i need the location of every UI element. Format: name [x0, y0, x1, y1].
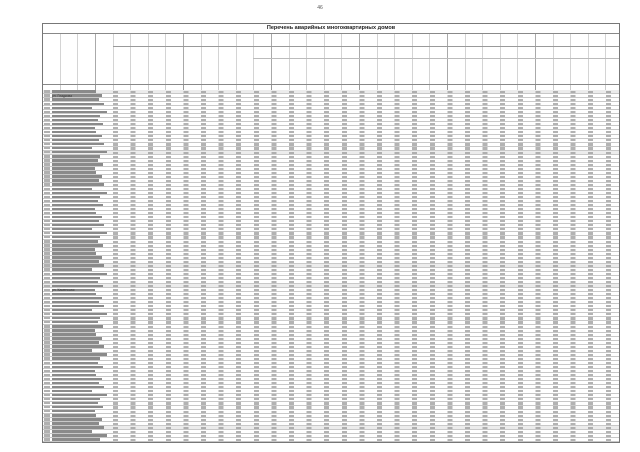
- address-cell: [52, 426, 104, 428]
- row-index-cell: [44, 188, 50, 190]
- row-index-cell: [44, 406, 50, 408]
- value-cells: [113, 439, 617, 441]
- address-cell: [52, 317, 100, 319]
- value-cells: [113, 184, 617, 186]
- row-index-cell: [44, 297, 50, 299]
- address-cell: [52, 123, 103, 125]
- value-cells: [113, 99, 617, 101]
- row-index-cell: [44, 321, 50, 323]
- value-cells: [113, 297, 617, 299]
- value-cells: [113, 261, 617, 263]
- row-index-cell: [44, 135, 50, 137]
- address-cell: [52, 188, 92, 190]
- value-cells: [113, 277, 617, 279]
- address-cell: [52, 248, 95, 250]
- value-cells: [113, 95, 617, 97]
- row-index-cell: [44, 317, 50, 319]
- value-cells: [113, 196, 617, 198]
- address-cell: [52, 313, 107, 315]
- row-index-cell: [44, 390, 50, 392]
- value-cells: [113, 317, 617, 319]
- address-cell: [52, 293, 96, 295]
- address-cell: [52, 107, 92, 109]
- row-index-cell: [44, 378, 50, 380]
- address-cell: [52, 155, 100, 157]
- row-index-cell: [44, 357, 50, 359]
- value-cells: [113, 350, 617, 352]
- row-index-cell: [44, 349, 50, 351]
- row-index-cell: [44, 155, 50, 157]
- row-index-cell: [44, 398, 50, 400]
- value-cells: [113, 208, 617, 210]
- value-cells: [113, 382, 617, 384]
- row-index-cell: [44, 123, 50, 125]
- address-cell: [52, 135, 102, 137]
- value-cells: [113, 394, 617, 396]
- address-cell: [52, 244, 103, 246]
- row-index-cell: [44, 208, 50, 210]
- value-cells: [113, 265, 617, 267]
- address-cell: [52, 163, 103, 165]
- address-cell: [52, 277, 100, 279]
- document-sheet: [42, 23, 620, 443]
- value-cells: [113, 423, 617, 425]
- row-index-cell: [44, 183, 50, 185]
- address-cell: [52, 220, 99, 222]
- address-cell: [52, 115, 100, 117]
- address-cell: [52, 228, 92, 230]
- value-cells: [113, 216, 617, 218]
- address-cell: [52, 240, 98, 242]
- address-cell: [52, 418, 102, 420]
- row-index-cell: [44, 256, 50, 258]
- street-label: ул. Каменская: [52, 288, 75, 293]
- address-cell: [52, 159, 98, 161]
- address-cell: [52, 345, 104, 347]
- row-index-cell: [44, 414, 50, 416]
- row-index-cell: [44, 370, 50, 372]
- value-cells: [113, 249, 617, 251]
- row-index-cell: [44, 382, 50, 384]
- address-cell: [52, 252, 96, 254]
- address-cell: [52, 200, 98, 202]
- address-cell: [52, 333, 96, 335]
- address-cell: [52, 285, 103, 287]
- address-cell: [52, 434, 107, 436]
- row-index-cell: [44, 394, 50, 396]
- table-body: [43, 90, 619, 442]
- address-cell: [52, 273, 107, 275]
- value-cells: [113, 160, 617, 162]
- row-index-cell: [44, 366, 50, 368]
- address-cell: [52, 370, 95, 372]
- value-cells: [113, 232, 617, 234]
- row-index-cell: [44, 345, 50, 347]
- value-cells: [113, 309, 617, 311]
- row-index-cell: [44, 264, 50, 266]
- address-cell: [52, 212, 96, 214]
- value-cells: [113, 374, 617, 376]
- header-band: [113, 46, 619, 47]
- value-cells: [113, 354, 617, 356]
- value-cells: [113, 370, 617, 372]
- address-cell: [52, 321, 98, 323]
- address-cell: [52, 410, 95, 412]
- address-cell: [52, 337, 102, 339]
- address-cell: [52, 349, 92, 351]
- row-index-cell: [44, 196, 50, 198]
- value-cells: [113, 131, 617, 133]
- value-cells: [113, 200, 617, 202]
- row-index-cell: [44, 422, 50, 424]
- address-cell: [52, 260, 99, 262]
- row-index-cell: [44, 167, 50, 169]
- value-cells: [113, 419, 617, 421]
- row-index-cell: [44, 248, 50, 250]
- address-cell: [52, 438, 100, 440]
- address-cell: [52, 430, 92, 432]
- value-cells: [113, 111, 617, 113]
- row-index-cell: [44, 268, 50, 270]
- address-cell: [52, 374, 96, 376]
- address-cell: [52, 171, 96, 173]
- address-cell: [52, 204, 103, 206]
- row-index-cell: [44, 163, 50, 165]
- address-cell: [52, 386, 104, 388]
- value-cells: [113, 188, 617, 190]
- table-title: Перечень аварийных многоквартирных домов: [43, 24, 619, 34]
- address-cell: [52, 264, 104, 266]
- value-cells: [113, 293, 617, 295]
- value-cells: [113, 119, 617, 121]
- row-index-cell: [44, 204, 50, 206]
- row-index-cell: [44, 353, 50, 355]
- address-cell: [52, 309, 92, 311]
- address-cell: [52, 98, 99, 100]
- header-subband: [253, 58, 619, 59]
- row-index-cell: [44, 200, 50, 202]
- value-cells: [113, 326, 617, 328]
- row-index-cell: [44, 273, 50, 275]
- value-cells: [113, 220, 617, 222]
- value-cells: [113, 245, 617, 247]
- row-index-cell: [44, 131, 50, 133]
- value-cells: [113, 257, 617, 259]
- value-cells: [113, 301, 617, 303]
- row-index-cell: [44, 301, 50, 303]
- value-cells: [113, 236, 617, 238]
- row-index-cell: [44, 171, 50, 173]
- row-index-cell: [44, 337, 50, 339]
- row-index-cell: [44, 281, 50, 283]
- row-index-cell: [44, 94, 50, 96]
- row-index-cell: [44, 119, 50, 121]
- value-cells: [113, 164, 617, 166]
- value-cells: [113, 180, 617, 182]
- value-cells: [113, 127, 617, 129]
- address-cell: [52, 414, 96, 416]
- address-cell: [52, 224, 104, 226]
- row-index-cell: [44, 228, 50, 230]
- row-index-cell: [44, 434, 50, 436]
- page-number: 46: [317, 5, 323, 11]
- row-index-cell: [44, 244, 50, 246]
- row-index-cell: [44, 252, 50, 254]
- value-cells: [113, 435, 617, 437]
- row-index-cell: [44, 216, 50, 218]
- address-cell: [52, 127, 95, 129]
- address-cell: [52, 357, 100, 359]
- value-cells: [113, 143, 617, 145]
- row-index-cell: [44, 240, 50, 242]
- row-index-cell: [44, 325, 50, 327]
- row-index-cell: [44, 309, 50, 311]
- value-cells: [113, 406, 617, 408]
- value-cells: [113, 411, 617, 413]
- row-index-cell: [44, 410, 50, 412]
- row-index-cell: [44, 212, 50, 214]
- value-cells: [113, 338, 617, 340]
- address-cell: [52, 151, 107, 153]
- row-index-cell: [44, 386, 50, 388]
- row-index-cell: [44, 289, 50, 291]
- row-index-cell: [44, 107, 50, 109]
- address-cell: [52, 183, 104, 185]
- address-cell: [52, 422, 99, 424]
- value-cells: [113, 204, 617, 206]
- address-cell: [52, 378, 102, 380]
- address-cell: [52, 305, 104, 307]
- value-cells: [113, 228, 617, 230]
- value-cells: [113, 176, 617, 178]
- value-cells: [113, 123, 617, 125]
- row-index-cell: [44, 426, 50, 428]
- address-cell: [52, 362, 98, 364]
- value-cells: [113, 253, 617, 255]
- value-cells: [113, 402, 617, 404]
- value-cells: [113, 313, 617, 315]
- value-cells: [113, 224, 617, 226]
- address-cell: [52, 175, 102, 177]
- row-index-cell: [44, 192, 50, 194]
- value-cells: [113, 398, 617, 400]
- address-cell: [52, 394, 107, 396]
- value-cells: [113, 289, 617, 291]
- value-cells: [113, 241, 617, 243]
- row-index-cell: [44, 151, 50, 153]
- address-cell: [52, 382, 99, 384]
- address-cell: [52, 196, 100, 198]
- address-cell: [52, 111, 107, 113]
- row-index-cell: [44, 293, 50, 295]
- table-row: [43, 438, 619, 442]
- row-index-cell: [44, 103, 50, 105]
- row-index-cell: [44, 98, 50, 100]
- row-index-cell: [44, 362, 50, 364]
- row-index-cell: [44, 285, 50, 287]
- row-index-cell: [44, 90, 50, 92]
- address-cell: [52, 256, 102, 258]
- address-cell: [52, 192, 107, 194]
- address-cell: [52, 398, 100, 400]
- value-cells: [113, 115, 617, 117]
- row-index-cell: [44, 115, 50, 117]
- value-cells: [113, 358, 617, 360]
- value-cells: [113, 273, 617, 275]
- value-cells: [113, 431, 617, 433]
- street-label: ул. Гладкова: [52, 94, 73, 99]
- value-cells: [113, 156, 617, 158]
- row-index-cell: [44, 232, 50, 234]
- row-index-cell: [44, 224, 50, 226]
- address-cell: [52, 167, 95, 169]
- address-cell: [52, 90, 96, 92]
- value-cells: [113, 281, 617, 283]
- address-cell: [52, 341, 99, 343]
- address-cell: [52, 143, 104, 145]
- row-index-cell: [44, 159, 50, 161]
- value-cells: [113, 152, 617, 154]
- value-cells: [113, 366, 617, 368]
- address-cell: [52, 268, 92, 270]
- address-cell: [52, 366, 103, 368]
- value-cells: [113, 386, 617, 388]
- row-index-cell: [44, 438, 50, 440]
- address-cell: [52, 329, 95, 331]
- value-cells: [113, 390, 617, 392]
- row-index-cell: [44, 305, 50, 307]
- value-cells: [113, 427, 617, 429]
- address-cell: [52, 236, 100, 238]
- address-cell: [52, 301, 99, 303]
- address-cell: [52, 281, 98, 283]
- value-cells: [113, 285, 617, 287]
- row-index-cell: [44, 341, 50, 343]
- value-cells: [113, 135, 617, 137]
- value-cells: [113, 378, 617, 380]
- address-cell: [52, 390, 92, 392]
- address-cell: [52, 402, 98, 404]
- value-cells: [113, 362, 617, 364]
- address-cell: [52, 297, 102, 299]
- address-cell: [52, 353, 107, 355]
- address-cell: [52, 179, 99, 181]
- value-cells: [113, 334, 617, 336]
- value-cells: [113, 415, 617, 417]
- value-cells: [113, 342, 617, 344]
- value-cells: [113, 305, 617, 307]
- table-header: [43, 34, 619, 85]
- row-index-cell: [44, 236, 50, 238]
- row-index-cell: [44, 333, 50, 335]
- value-cells: [113, 212, 617, 214]
- value-cells: [113, 172, 617, 174]
- value-cells: [113, 139, 617, 141]
- row-index-cell: [44, 127, 50, 129]
- address-cell: [52, 208, 95, 210]
- row-index-cell: [44, 313, 50, 315]
- address-cell: [52, 103, 104, 105]
- value-cells: [113, 168, 617, 170]
- row-index-cell: [44, 418, 50, 420]
- value-cells: [113, 321, 617, 323]
- row-index-cell: [44, 374, 50, 376]
- value-cells: [113, 269, 617, 271]
- row-index-cell: [44, 277, 50, 279]
- address-cell: [52, 131, 96, 133]
- address-cell: [52, 232, 107, 234]
- address-cell: [52, 325, 103, 327]
- row-index-cell: [44, 260, 50, 262]
- row-index-cell: [44, 139, 50, 141]
- row-index-cell: [44, 430, 50, 432]
- value-cells: [113, 147, 617, 149]
- address-cell: [52, 216, 102, 218]
- row-index-cell: [44, 147, 50, 149]
- value-cells: [113, 107, 617, 109]
- value-cells: [113, 103, 617, 105]
- value-cells: [113, 330, 617, 332]
- row-index-cell: [44, 329, 50, 331]
- address-cell: [52, 119, 98, 121]
- value-cells: [113, 91, 617, 93]
- row-index-cell: [44, 111, 50, 113]
- value-cells: [113, 192, 617, 194]
- row-index-cell: [44, 179, 50, 181]
- row-index-cell: [44, 143, 50, 145]
- address-cell: [52, 139, 99, 141]
- row-index-cell: [44, 175, 50, 177]
- row-index-cell: [44, 220, 50, 222]
- value-cells: [113, 346, 617, 348]
- row-index-cell: [44, 402, 50, 404]
- address-cell: [52, 147, 92, 149]
- address-cell: [52, 406, 103, 408]
